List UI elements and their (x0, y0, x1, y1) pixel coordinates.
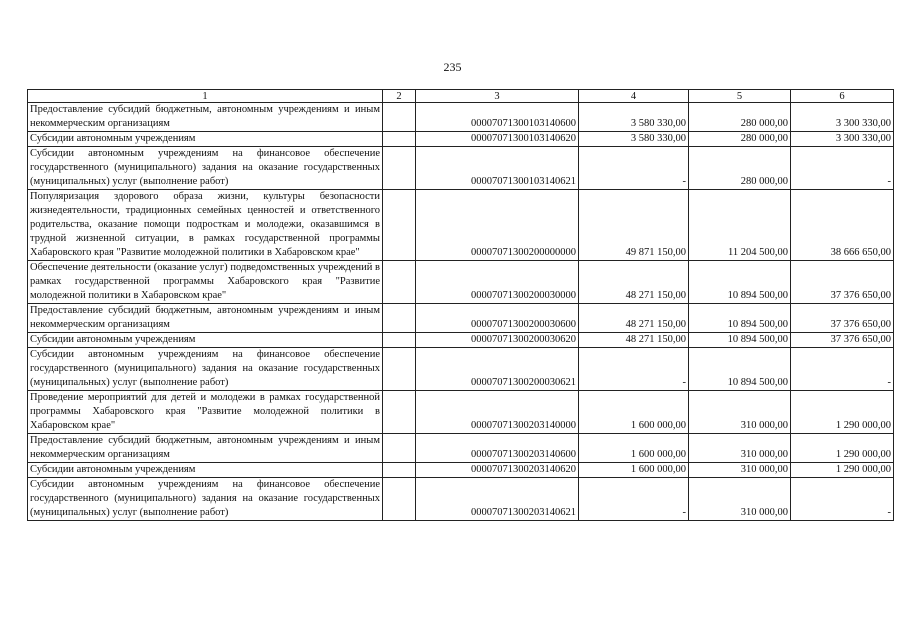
row-value-6: 38 666 650,00 (791, 190, 894, 261)
row-value-5: 280 000,00 (689, 132, 791, 147)
row-code: 00007071300103140620 (416, 132, 579, 147)
row-code: 00007071300203140000 (416, 391, 579, 434)
row-value-5: 10 894 500,00 (689, 304, 791, 333)
row-col2 (383, 147, 416, 190)
table-header-row (28, 90, 894, 103)
row-value-4: - (579, 348, 689, 391)
row-value-6: 37 376 650,00 (791, 304, 894, 333)
row-name: Субсидии автономным учреждениям на финансовое обеспечение государственного (муниципального) задания на оказание государственных (муниципальных) услуг (выполнение работ) (28, 478, 383, 521)
row-value-4: 3 580 330,00 (579, 103, 689, 132)
row-value-6: 1 290 000,00 (791, 463, 894, 478)
row-name: Проведение мероприятий для детей и молодежи в рамках государственной программы Хабаровского края "Развитие молодежной политики в Хабаровском крае" (28, 391, 383, 434)
row-code: 00007071300200030000 (416, 261, 579, 304)
row-code: 00007071300103140600 (416, 103, 579, 132)
table-row (28, 434, 894, 463)
row-value-5: 10 894 500,00 (689, 261, 791, 304)
row-name: Обеспечение деятельности (оказание услуг) подведомственных учреждений в рамках государственной программы Хабаровского края "Развитие молодежной политики в Хабаровском крае" (28, 261, 383, 304)
row-value-5: 10 894 500,00 (689, 348, 791, 391)
table-row (28, 304, 894, 333)
row-code: 00007071300200000000 (416, 190, 579, 261)
row-value-5: 280 000,00 (689, 103, 791, 132)
budget-table (27, 89, 894, 521)
row-col2 (383, 434, 416, 463)
row-value-6: 3 300 330,00 (791, 103, 894, 132)
row-value-5: 310 000,00 (689, 463, 791, 478)
header-cell: 4 (579, 90, 689, 103)
row-value-6: 3 300 330,00 (791, 132, 894, 147)
row-value-6: 37 376 650,00 (791, 261, 894, 304)
page-number: 235 (443, 60, 462, 74)
row-value-4: - (579, 147, 689, 190)
table-row (28, 333, 894, 348)
row-col2 (383, 304, 416, 333)
row-col2 (383, 261, 416, 304)
row-name: Субсидии автономным учреждениям на финансовое обеспечение государственного (муниципального) задания на оказание государственных (муниципальных) услуг (выполнение работ) (28, 147, 383, 190)
table-row (28, 190, 894, 261)
row-name: Субсидии автономным учреждениям (28, 463, 383, 478)
row-value-4: 1 600 000,00 (579, 434, 689, 463)
row-col2 (383, 391, 416, 434)
header-cell: 5 (689, 90, 791, 103)
row-col2 (383, 463, 416, 478)
row-value-5: 280 000,00 (689, 147, 791, 190)
row-value-6: - (791, 147, 894, 190)
row-name: Популяризация здорового образа жизни, культуры безопасности жизнедеятельности, традиционных семейных ценностей и ответственного родительства, оказание помощи подросткам и молодежи, оказавшимся в трудной жизненной ситуации, в рамках государственной программы Хабаровского края "Развитие молодежной политики в Хабаровском крае" (28, 190, 383, 261)
table-row (28, 103, 894, 132)
table-row (28, 348, 894, 391)
row-value-4: 1 600 000,00 (579, 463, 689, 478)
row-col2 (383, 103, 416, 132)
row-value-4: 1 600 000,00 (579, 391, 689, 434)
row-value-5: 310 000,00 (689, 434, 791, 463)
row-code: 00007071300203140620 (416, 463, 579, 478)
row-value-5: 310 000,00 (689, 391, 791, 434)
row-col2 (383, 132, 416, 147)
row-name: Субсидии автономным учреждениям (28, 333, 383, 348)
row-name: Предоставление субсидий бюджетным, автономным учреждениям и иным некоммерческим организациям (28, 103, 383, 132)
row-value-5: 310 000,00 (689, 478, 791, 521)
header-cell: 3 (416, 90, 579, 103)
row-code: 00007071300103140621 (416, 147, 579, 190)
row-value-4: 48 271 150,00 (579, 304, 689, 333)
header-cell: 1 (28, 90, 383, 103)
row-col2 (383, 190, 416, 261)
row-name: Предоставление субсидий бюджетным, автономным учреждениям и иным некоммерческим организациям (28, 304, 383, 333)
row-value-4: 48 271 150,00 (579, 261, 689, 304)
row-code: 00007071300200030620 (416, 333, 579, 348)
table-row (28, 478, 894, 521)
table-row (28, 391, 894, 434)
row-code: 00007071300200030621 (416, 348, 579, 391)
row-code: 00007071300203140600 (416, 434, 579, 463)
row-value-6: 1 290 000,00 (791, 391, 894, 434)
table-row (28, 147, 894, 190)
table-row (28, 132, 894, 147)
row-value-5: 11 204 500,00 (689, 190, 791, 261)
row-value-6: 37 376 650,00 (791, 333, 894, 348)
row-value-6: - (791, 348, 894, 391)
row-col2 (383, 478, 416, 521)
row-value-5: 10 894 500,00 (689, 333, 791, 348)
row-value-4: 3 580 330,00 (579, 132, 689, 147)
row-col2 (383, 333, 416, 348)
header-cell: 6 (791, 90, 894, 103)
row-name: Субсидии автономным учреждениям на финансовое обеспечение государственного (муниципального) задания на оказание государственных (муниципальных) услуг (выполнение работ) (28, 348, 383, 391)
header-cell: 2 (383, 90, 416, 103)
row-value-4: 48 271 150,00 (579, 333, 689, 348)
table-row (28, 261, 894, 304)
row-value-4: - (579, 478, 689, 521)
row-value-4: 49 871 150,00 (579, 190, 689, 261)
row-name: Предоставление субсидий бюджетным, автономным учреждениям и иным некоммерческим организациям (28, 434, 383, 463)
table-row (28, 463, 894, 478)
row-name: Субсидии автономным учреждениям (28, 132, 383, 147)
row-value-6: 1 290 000,00 (791, 434, 894, 463)
row-col2 (383, 348, 416, 391)
row-value-6: - (791, 478, 894, 521)
row-code: 00007071300200030600 (416, 304, 579, 333)
row-code: 00007071300203140621 (416, 478, 579, 521)
